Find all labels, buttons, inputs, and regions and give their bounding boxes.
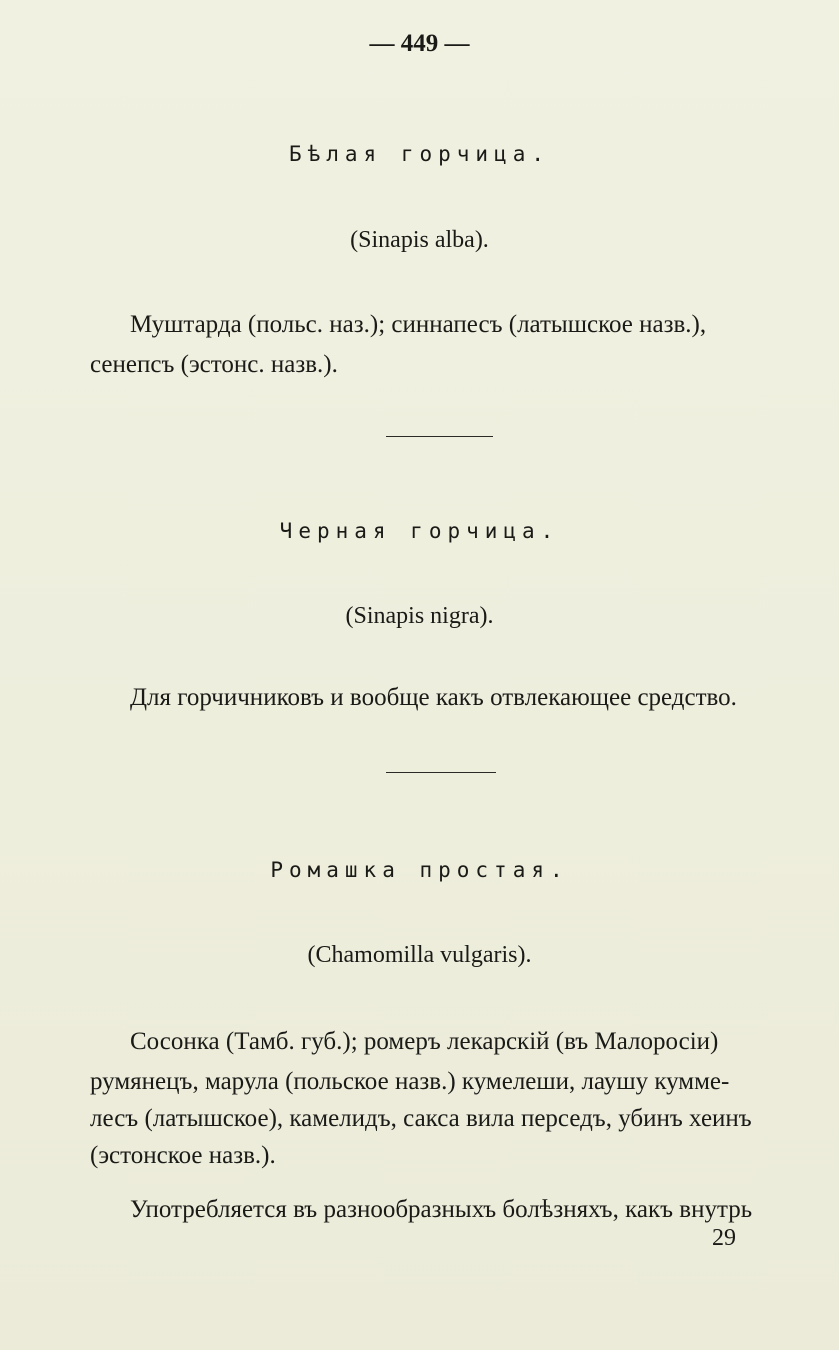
section-heading-black-mustard: Черная горчица. xyxy=(279,519,560,543)
section-heading-chamomile: Ромашка простая. xyxy=(270,858,569,882)
latin-name-chamomile: (Chamomilla vulgaris). xyxy=(307,942,532,968)
paragraph-line: Для горчичниковъ и вообще какъ отвлекающее средство. xyxy=(130,684,737,711)
paragraph-line: Муштарда (польс. наз.); синнапесъ (латышское назв.), xyxy=(130,311,707,338)
paragraph-line: сенепсъ (эстонс. назв.). xyxy=(90,351,338,378)
signature-mark: 29 xyxy=(712,1225,736,1251)
paragraph-line: (эстонское назв.). xyxy=(90,1142,276,1169)
section-divider xyxy=(386,436,493,437)
paragraph-line: Употребляется въ разнообразныхъ болѣзняхъ, какъ внутрь xyxy=(130,1196,753,1223)
section-divider xyxy=(386,772,496,773)
paragraph-line: Сосонка (Тамб. губ.); ромеръ лекарскій (въ Малоросіи) xyxy=(130,1028,719,1055)
latin-name-white-mustard: (Sinapis alba). xyxy=(350,227,489,253)
section-heading-white-mustard: Бѣлая горчица. xyxy=(288,142,550,166)
paragraph-line: румянецъ, марула (польское назв.) кумелеши, лаушу кумме- xyxy=(90,1068,730,1095)
latin-name-black-mustard: (Sinapis nigra). xyxy=(345,603,494,629)
paragraph-line: лесъ (латышское), камелидъ, сакса вила перседъ, убинъ хеинъ xyxy=(90,1105,752,1132)
page-number: — 449 — xyxy=(369,30,470,57)
